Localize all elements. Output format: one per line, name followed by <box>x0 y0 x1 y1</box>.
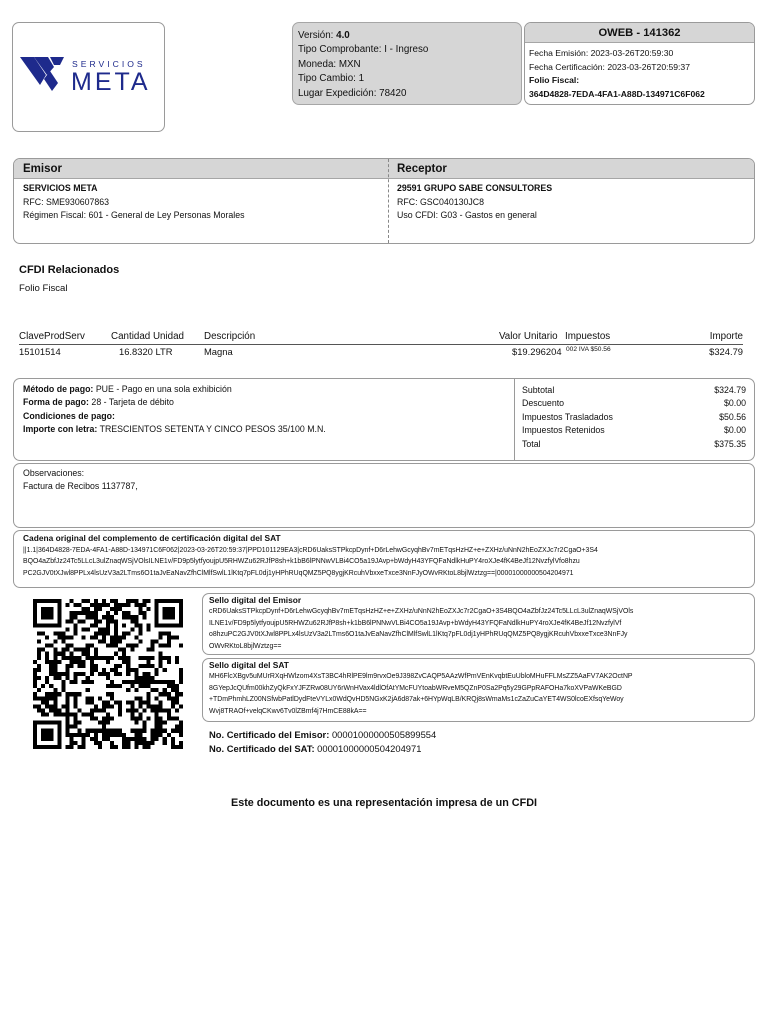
cadena-original-panel <box>13 530 755 588</box>
cfdi-moneda: Moneda: MXN <box>298 58 361 70</box>
emisor-details <box>23 182 245 223</box>
sello-emisor-line: cRD6UaksSTPkcpDynf+D6rLehwGcyqhBv7mETqsHzHZ+e+ZXHz/uNnN2hEoZXJc7r2CgaO+3S4BQO4aZbfJz24Tc5LLcL3ulZnaqWSjVOls <box>209 608 634 616</box>
certificado-sat: No. Certificado del SAT: 00001000000504204971 <box>209 743 422 754</box>
fecha-certificacion: Fecha Certificación: 2023-03-26T20:59:37 <box>529 61 690 72</box>
total-row-subtotal: Subtotal $324.79 <box>522 385 746 395</box>
emisor-rfc: RFC: SME930607863 <box>23 196 110 207</box>
condiciones-pago: Condiciones de pago: <box>23 410 115 421</box>
emisor-regimen: Régimen Fiscal: 601 - General de Ley Personas Morales <box>23 210 245 220</box>
receptor-rfc: RFC: GSC040130JC8 <box>397 196 485 207</box>
concept-table-header <box>19 331 743 345</box>
cfdi-version: Versión: 4.0 <box>298 30 350 41</box>
table-row <box>19 346 743 359</box>
observaciones-label: Observaciones: <box>23 468 85 478</box>
importe-letra: Importe con letra: TRESCIENTOS SETENTA Y CINCO PESOS 35/100 M.N. <box>23 424 326 435</box>
receptor-nombre: 29591 GRUPO SABE CONSULTORES <box>397 183 553 193</box>
payment-details <box>23 383 326 437</box>
row-cantidad: 16.8320 LTR <box>119 346 173 357</box>
col-impuestos: Impuestos <box>565 331 611 342</box>
col-importe: Importe <box>709 331 743 342</box>
row-impuestos: 002 IVA $50.56 <box>566 346 611 353</box>
sello-emisor-line: OWvRKtoL8bjlWztzg== <box>209 642 282 650</box>
sello-sat-title: Sello digital del SAT <box>209 660 289 670</box>
fecha-emision: Fecha Emisión: 2023-03-26T20:59:30 <box>529 48 674 58</box>
logo-name: META <box>71 68 151 93</box>
emisor-header: Emisor <box>23 163 62 175</box>
logo-mark-icon <box>20 57 64 91</box>
footer-note: Este documento es una representación impresa de un CFDI <box>231 797 537 809</box>
certificado-emisor: No. Certificado del Emisor: 00001000000505899554 <box>209 729 437 740</box>
receptor-details <box>397 182 552 223</box>
folio-fiscal-value: 364D4828-7EDA-4FA1-A88D-134971C6F062 <box>529 88 705 99</box>
sello-sat-line: +TDmPhmhLZ00NSfwbPatlDydFteVYLx0WdQvHD5NGxK2jA6d87ak+6HYpWqLB/KRQj8sWmaMs1cZaZuCaYET4WS0lcoEXfsqYeWoy <box>209 696 624 704</box>
forma-pago: Forma de pago: 28 - Tarjeta de débito <box>23 397 174 408</box>
emisor-receptor-panel <box>13 158 755 244</box>
cadena-original-line: PC2GJV0tXJwl8PPLx4lsUzV3a2LTms6O1taJvEaNavZfhClMlfSwlL1lKtq7pFL0dj1yHPhRUqQMZ5PQ8ygjKRcuhVbxxeTxce3NnFJyOWvRKtoL8bjlWztzg==|00001000000504204971 <box>23 569 574 577</box>
folio-title: OWEB - 141362 <box>525 23 754 43</box>
total-row-retenidos: Impuestos Retenidos $0.00 <box>522 425 746 436</box>
sello-emisor-panel <box>202 593 755 655</box>
folio-box <box>524 22 755 105</box>
observaciones-text: Factura de Recibos 1137787, <box>23 481 138 492</box>
cfdi-general-info <box>292 22 522 105</box>
cfdi-relacionados-title: CFDI Relacionados <box>19 264 120 276</box>
cadena-original-line: ||1.1|364D4828-7EDA-4FA1-A88D-134971C6F062|2023-03-26T20:59:37|PPD101129EA3|cRD6UaksSTPkcpDynf+D6rLehwGcyqhBv7mETqsHzHZ+e+ZXHz/uNnN2hEoZXJc7r2CgaO+3S4 <box>23 546 598 554</box>
cadena-original-title: Cadena original del complemento de certificación digital del SAT <box>23 533 281 543</box>
folio-fiscal-label: Folio Fiscal: <box>529 75 580 86</box>
col-cantidad: Cantidad Unidad <box>111 331 184 342</box>
col-valor-unitario: Valor Unitario <box>499 331 558 342</box>
cfdi-tipo-cambio: Tipo Cambio: 1 <box>298 73 365 85</box>
total-row-trasladados: Impuestos Trasladados $50.56 <box>522 411 746 422</box>
cadena-original-line: BQO4aZbfJz24Tc5LLcL3ulZnaqWSjVOlsILNE1v/FD9p5lytfyoujpU5RHWZu62RJfP8sh+k1bB6lPNNwVLBi4CO5a19JAvp+bWdyH43YFQFaNdlkHuPY4roXJe4fK4BeJf12NvzfylVfo8hzu <box>23 558 580 566</box>
cfdi-tipo-comprobante: Tipo Comprobante: I - Ingreso <box>298 44 429 56</box>
sello-sat-line: 8GYepJcQUfm00khZyQkFxYJFZRw08UY6rWnHVax4ldlOfAtYMcFUYtoabWRveM5QZnP0Sa2Pq5y29GPpRAFOHa7koXVPaWKeBGD <box>209 684 622 692</box>
sello-emisor-line: ILNE1v/FD9p5lytfyoujpU5RHWZu62RJfP8sh+k1bB6lPNNwVLBi4CO5a19JAvp+bWdyH43YFQFaNdlkHuPY4roXJe4fK4BeJf12NvzfylVf <box>209 619 622 627</box>
row-valor-unitario: $19.296204 <box>512 346 562 357</box>
sello-sat-line: MH6FlcXBgv5uMUrRXqHWlzom4XsT3BC4hRlPE9lm9rvxOe9J398ZvCAQP5AAzWfPmVEnKvqbtEuUbloMHuFFLMsZZ5AaFV7AK2OctNP <box>209 673 633 681</box>
emisor-nombre: SERVICIOS META <box>23 183 98 193</box>
logo-tagline: SERVICIOS <box>72 59 146 69</box>
sello-emisor-title: Sello digital del Emisor <box>209 595 302 605</box>
cfdi-relacionados-folio-label: Folio Fiscal <box>19 283 68 294</box>
cfdi-lugar-expedicion: Lugar Expedición: 78420 <box>298 87 407 99</box>
metodo-pago: Método de pago: PUE - Pago en una sola exhibición <box>23 384 232 394</box>
row-importe: $324.79 <box>709 346 743 357</box>
col-clave: ClaveProdServ <box>19 331 85 342</box>
total-row-descuento: Descuento $0.00 <box>522 398 746 409</box>
sello-sat-line: Wvj8TRAOf+velqCKwv6Tv0lZBmf4j7HmCE88kA== <box>209 707 367 715</box>
totals-divider <box>514 379 515 460</box>
total-row-total: Total $375.35 <box>522 438 746 449</box>
row-descripcion: Magna <box>204 346 233 357</box>
payment-totals-panel <box>13 378 755 461</box>
party-divider <box>388 159 389 243</box>
sello-sat-panel <box>202 658 755 722</box>
receptor-uso-cfdi: Uso CFDI: G03 - Gastos en general <box>397 210 537 220</box>
totals-list <box>522 384 746 451</box>
col-descripcion: Descripción <box>204 331 256 342</box>
company-logo-box <box>12 22 165 132</box>
observaciones-panel <box>13 463 755 528</box>
receptor-header: Receptor <box>397 163 447 175</box>
row-clave: 15101514 <box>19 346 61 357</box>
sello-emisor-line: o8hzuPC2GJV0tXJwl8PPLx4lsUzV3a2LTms6O1taJvEaNavZfhClMlfSwlL1lKtq7pFL0dj1yHPhRUqQMZ5PQ8ygjKRcuhVbxxeTxce3NnFJy <box>209 631 628 639</box>
qr-code-icon <box>33 599 183 749</box>
servicios-meta-logo <box>20 53 160 93</box>
